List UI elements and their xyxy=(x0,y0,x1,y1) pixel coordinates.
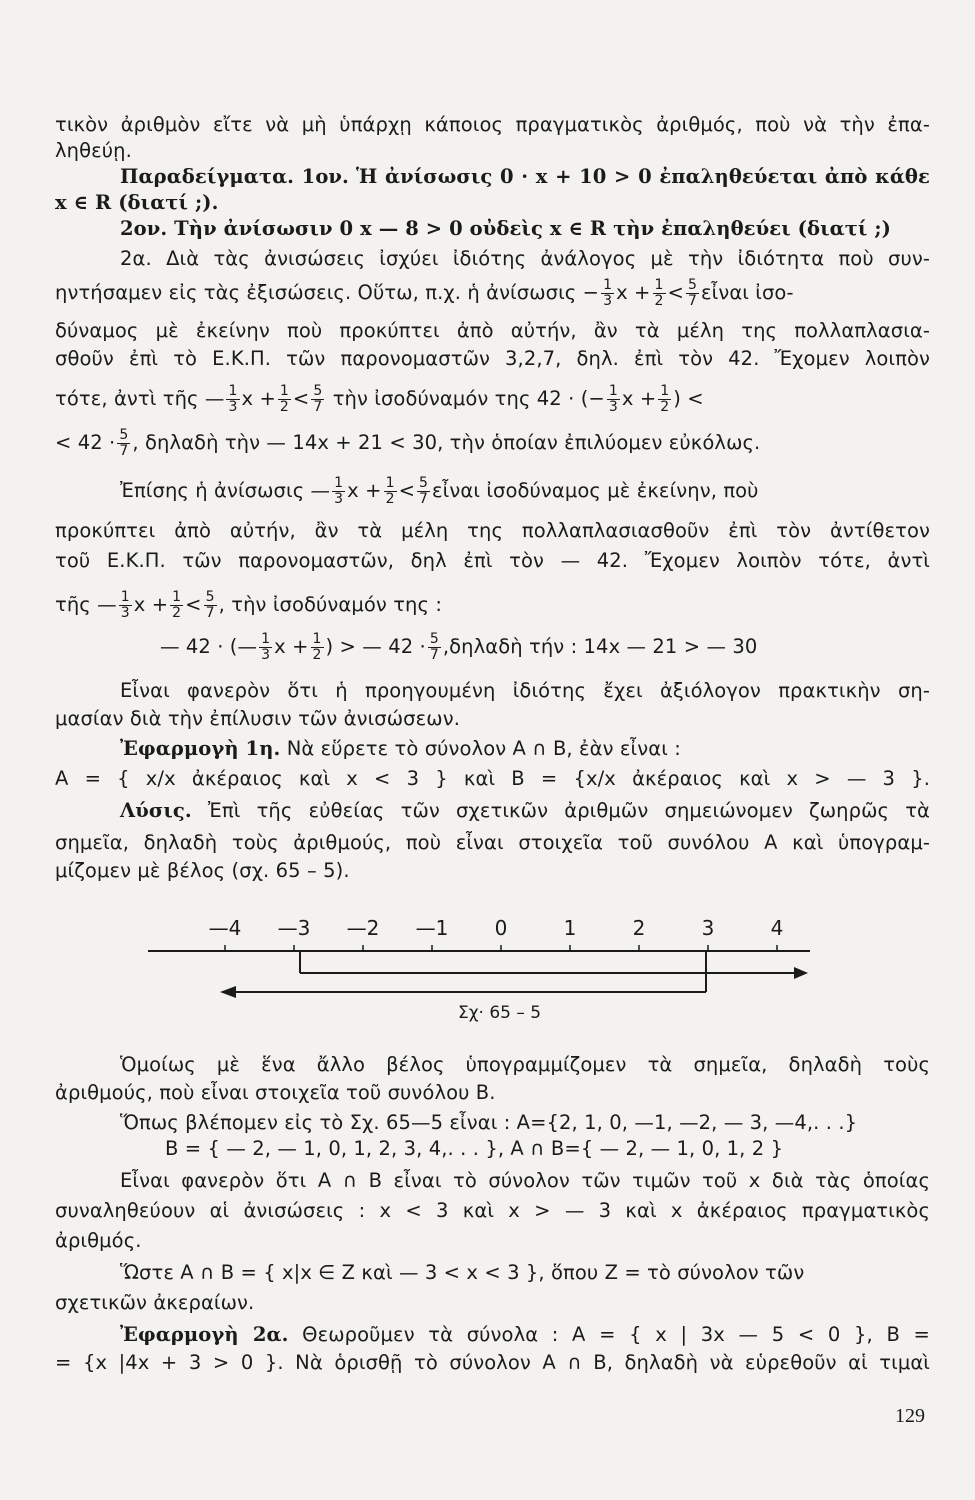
page-number: 129 xyxy=(895,1405,925,1427)
fraction: $\frac{1}{2}$ xyxy=(385,475,395,507)
fraction: $\frac{5}{7}$ xyxy=(119,427,129,459)
fraction: $\frac{5}{7}$ xyxy=(687,277,697,309)
text-line: σημεῖα, δηλαδὴ τοὺς ἀριθμούς, ποὺ εἶναι στοιχεῖα τοῦ συνόλου Α καὶ ὑπογραμ- xyxy=(55,831,930,854)
text-line: Β = { — 2, — 1, 0, 1, 2, 3, 4,. . . }, Α ∩ Β={ — 2, — 1, 0, 1, 2 } xyxy=(165,1137,784,1160)
application-heading: Ἐφαρμογὴ 2α. xyxy=(120,1323,289,1346)
examples-line xyxy=(120,164,930,190)
fraction: $\frac{5}{7}$ xyxy=(429,631,439,663)
tick-label: —3 xyxy=(277,916,311,940)
application-heading: Ἐφαρμογὴ 1η. xyxy=(120,737,281,760)
text-line: x ∈ R (διατί ;). xyxy=(55,191,219,214)
text-line: Ὅπως βλέπομεν εἰς τὸ Σχ. 65—5 εἶναι : Α={2, 1, 0, —1, —2, — 3, —4,. . .} xyxy=(120,1111,858,1134)
text-line-fraction: — 42 · (— $\frac{1}{3}$ x + $\frac{1}{2}$ ) > — 42 · $\frac{5}{7}$ ,δηλαδὴ τήν : 14x — 21 > — 30 xyxy=(160,631,758,663)
application-line: Ἐφαρμογὴ 2α. Θεωροῦμεν τὰ σύνολα : Α = { x | 3x — 5 < 0 }, Β = xyxy=(120,1323,930,1346)
fraction: $\frac{5}{7}$ xyxy=(205,589,215,621)
tick-label: 3 xyxy=(701,916,715,940)
text-line-fraction: < 42 · $\frac{5}{7}$ , δηλαδὴ τὴν — 14x + 21 < 30, τὴν ὁποίαν ἐπιλύομεν εὐκόλως. xyxy=(55,427,761,459)
text-line: Ὁμοίως μὲ ἕνα ἄλλο βέλος ὑπογραμμίζομεν τὰ σημεῖα, δηλαδὴ τοὺς xyxy=(120,1053,930,1076)
text-line: συναληθεύουν αἱ ἀνισώσεις : x < 3 καὶ x > — 3 καὶ x ἀκέραιος πραγματικὸς xyxy=(55,1199,930,1222)
number-line-figure xyxy=(140,905,820,1005)
text-line: ληθεύῃ. xyxy=(55,139,132,162)
fraction: $\frac{5}{7}$ xyxy=(419,475,429,507)
fraction: $\frac{1}{3}$ xyxy=(261,631,271,663)
text-line: Α = { x/x ἀκέραιος καὶ x < 3 } καὶ Β = {x/x ἀκέραιος καὶ x > — 3 }. xyxy=(55,767,930,790)
text-line-fraction: Ἐπίσης ἡ ἀνίσωσις — $\frac{1}{3}$ x + $\frac{1}{2}$ < $\frac{5}{7}$ εἶναι ἰσοδύναμος μὲ ἐκείνην, ποὺ xyxy=(120,475,759,507)
tick-label: —2 xyxy=(346,916,380,940)
text-line: προκύπτει ἀπὸ αὐτήν, ἂν τὰ μέλη της πολλαπλασιασθοῦν ἐπὶ τὸν ἀντίθετον xyxy=(55,519,930,542)
fraction: $\frac{1}{3}$ xyxy=(120,589,130,621)
example-two: 2ον. Τὴν ἀνίσωσιν 0 x — 8 > 0 οὐδεὶς x ∈ R τὴν ἐπαληθεύει (διατί ;) xyxy=(120,217,891,240)
text-line: μίζομεν μὲ βέλος (σχ. 65 – 5). xyxy=(55,859,350,882)
fraction: $\frac{1}{2}$ xyxy=(279,383,289,415)
solution-line: Λύσις. Ἐπὶ τῆς εὐθείας τῶν σχετικῶν ἀριθμῶν σημειώνομεν ζωηρῶς τὰ xyxy=(120,799,930,822)
text-line: Ὥστε Α ∩ Β = { x|x ∈ Z καὶ — 3 < x < 3 }, ὅπου Z = τὸ σύνολον τῶν xyxy=(120,1261,805,1284)
tick-label: 0 xyxy=(494,916,508,940)
fraction: $\frac{1}{2}$ xyxy=(172,589,182,621)
text-line-fraction: τῆς — $\frac{1}{3}$ x + $\frac{1}{2}$ < $\frac{5}{7}$ , τὴν ἰσοδύναμόν της : xyxy=(55,589,443,621)
fraction: $\frac{1}{3}$ xyxy=(334,475,344,507)
text-line: ἀριθμός. xyxy=(55,1229,142,1252)
fraction: $\frac{1}{3}$ xyxy=(608,383,618,415)
set-a-arrowhead xyxy=(220,986,236,998)
text-line-fraction: τότε, ἀντὶ τῆς — $\frac{1}{3}$ x + $\frac{1}{2}$ < $\frac{5}{7}$ τὴν ἰσοδύναμόν της 42 · (− $\frac{1}{3}$ x + $\frac{1}{2}$ ) < xyxy=(55,383,704,415)
example-one: Ἡ ἀνίσωσις 0 · x + 10 > 0 ἐπαληθεύεται ἀπὸ κάθε xyxy=(355,165,930,188)
fraction: $\frac{1}{3}$ xyxy=(603,277,613,309)
text-line-fraction: ηντήσαμεν εἰς τὰς ἐξισώσεις. Οὕτω, π.χ. ἡ ἀνίσωσις − $\frac{1}{3}$ x + $\frac{1}{2}$ < $\frac{5}{7}$ εἶναι ἰσο- xyxy=(55,277,794,309)
text-line: μασίαν διὰ τὴν ἐπίλυσιν τῶν ἀνισώσεων. xyxy=(55,707,460,730)
fraction: $\frac{1}{2}$ xyxy=(312,631,322,663)
text-line: Εἶναι φανερὸν ὅτι ἡ προηγουμένη ἰδιότης ἔχει ἀξιόλογον πρακτικὴν ση- xyxy=(120,679,930,702)
set-b-arrowhead xyxy=(794,967,808,979)
application-line: Ἐφαρμογὴ 1η. Νὰ εὕρετε τὸ σύνολον Α ∩ Β, ἐὰν εἶναι : xyxy=(120,737,681,760)
text-line: Εἶναι φανερὸν ὅτι Α ∩ Β εἶναι τὸ σύνολον τῶν τιμῶν τοῦ x διὰ τὰς ὁποίας xyxy=(120,1169,930,1192)
figure-caption: Σχ· 65 – 5 xyxy=(458,1003,542,1023)
solution-heading: Λύσις. xyxy=(120,799,192,822)
tick-label: 4 xyxy=(770,916,784,940)
fraction: $\frac{1}{2}$ xyxy=(654,277,664,309)
tick-label: 1 xyxy=(563,916,577,940)
text-line: σθοῦν ἐπὶ τὸ Ε.Κ.Π. τῶν παρονομαστῶν 3,2,7, δηλ. ἐπὶ τὸν 42. Ἔχομεν λοιπὸν xyxy=(55,347,930,370)
tick-label: 2 xyxy=(632,916,646,940)
text-line: τικὸν ἀριθμὸν εἴτε νὰ μὴ ὑπάρχῃ κάποιος πραγματικὸς ἀριθμός, ποὺ νὰ τὴν ἐπα- xyxy=(55,113,930,136)
text-line: σχετικῶν ἀκεραίων. xyxy=(55,1291,255,1314)
fraction: $\frac{1}{3}$ xyxy=(228,383,238,415)
tick-label: —1 xyxy=(415,916,449,940)
text-line: = {x |4x + 3 > 0 }. Νὰ ὁρισθῇ τὸ σύνολον Α ∩ Β, δηλαδὴ νὰ εὑρεθοῦν αἱ τιμαὶ xyxy=(55,1351,930,1374)
text-line: 2α. Διὰ τὰς ἀνισώσεις ἰσχύει ἰδιότης ἀνάλογος μὲ τὴν ἰδιότητα ποὺ συν- xyxy=(120,247,930,270)
examples-heading: Παραδείγματα. 1ον. xyxy=(120,165,349,188)
tick-label: —4 xyxy=(208,916,242,940)
text-line: δύναμος μὲ ἐκείνην ποὺ προκύπτει ἀπὸ αὐτήν, ἂν τὰ μέλη της πολλαπλασια- xyxy=(55,319,930,342)
text-line: τοῦ Ε.Κ.Π. τῶν παρονομαστῶν, δηλ ἐπὶ τὸν — 42. Ἔχομεν λοιπὸν τότε, ἀντὶ xyxy=(55,549,930,572)
text-line: ἀριθμούς, ποὺ εἶναι στοιχεῖα τοῦ συνόλου Β. xyxy=(55,1081,496,1104)
fraction: $\frac{1}{2}$ xyxy=(660,383,670,415)
fraction: $\frac{5}{7}$ xyxy=(313,383,323,415)
